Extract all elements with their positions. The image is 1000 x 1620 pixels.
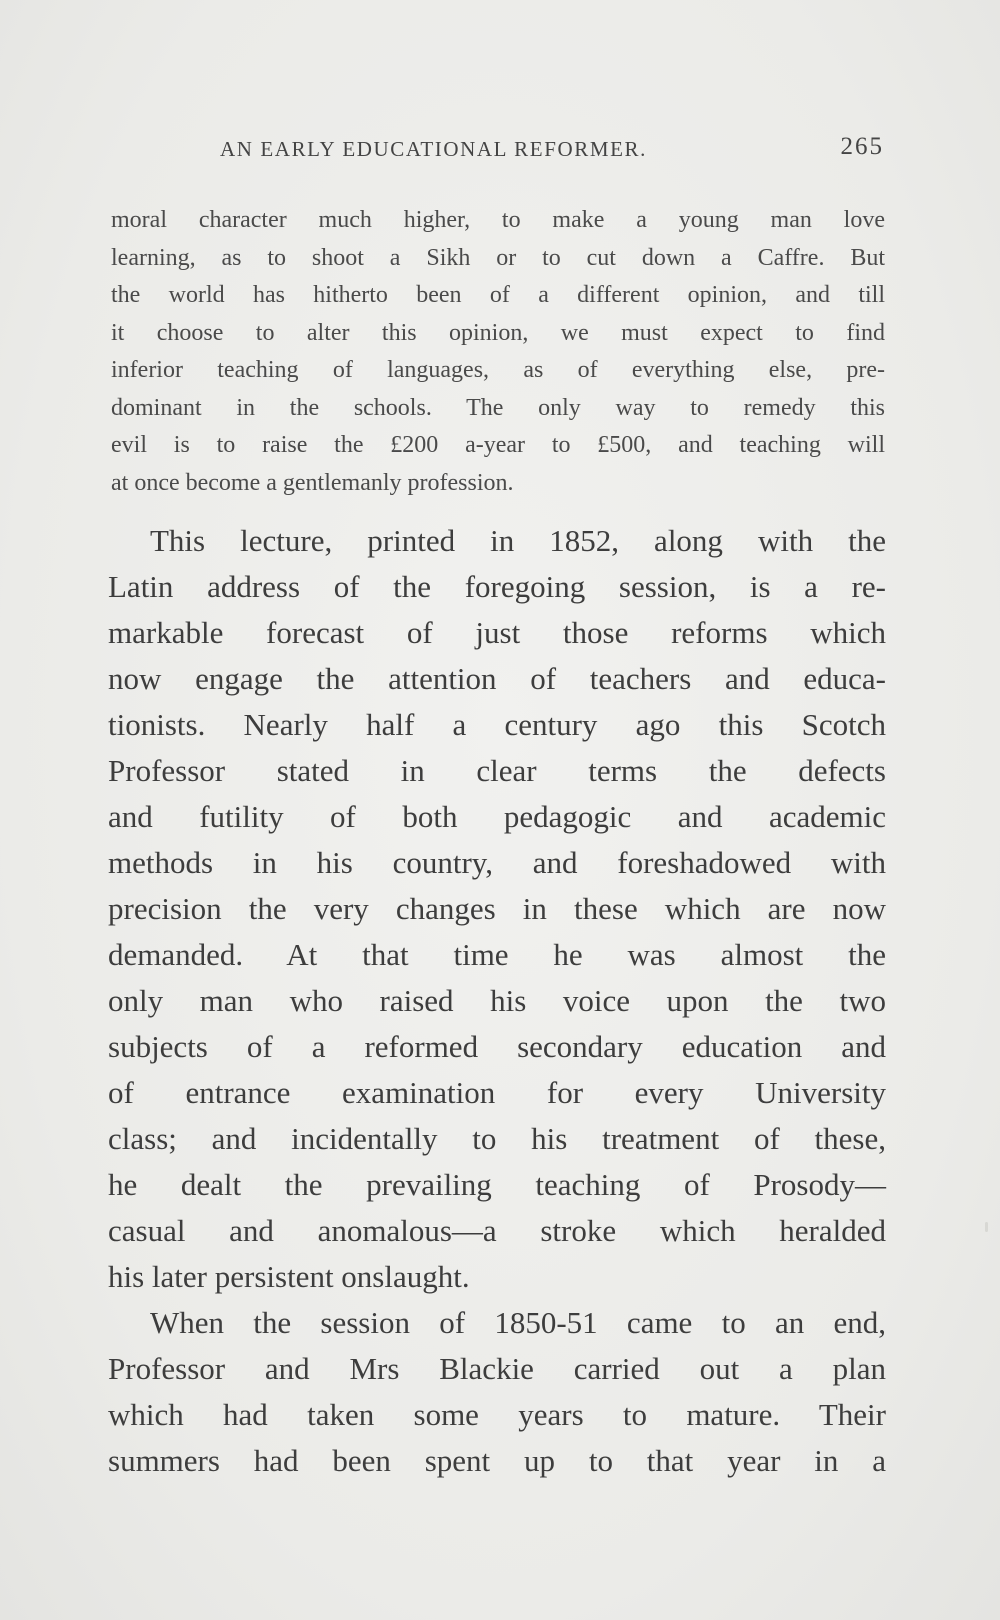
paragraph-line: and futility of both pedagogic and academic	[108, 799, 886, 834]
paragraph-line: Professor stated in clear terms the defects	[108, 753, 886, 788]
paragraph-line: tionists. Nearly half a century ago this Scotch	[108, 707, 886, 742]
paragraph-line: Latin address of the foregoing session, is a re-	[108, 569, 886, 604]
paragraph-line: summers had been spent up to that year in a	[108, 1443, 886, 1478]
quote-line: moral character much higher, to make a young man love	[111, 207, 885, 233]
paragraph-line: now engage the attention of teachers and educa-	[108, 661, 886, 696]
paragraph-line: class; and incidentally to his treatment of these,	[108, 1121, 886, 1156]
quote-line: it choose to alter this opinion, we must expect to find	[111, 319, 885, 346]
body-paragraph-1	[108, 518, 886, 1300]
quote-line: at once become a gentlemanly profession.	[111, 469, 514, 496]
quote-line: evil is to raise the £200 a-year to £500, and teaching will	[111, 432, 885, 458]
paragraph-line: methods in his country, and foreshadowed with	[108, 845, 886, 880]
page-number: 265	[840, 133, 884, 160]
quote-line: dominant in the schools. The only way to remedy this	[111, 394, 885, 421]
quote-line: learning, as to shoot a Sikh or to cut down a Caffre. But	[111, 244, 885, 271]
paragraph-line: markable forecast of just those reforms which	[108, 615, 886, 650]
body-paragraph-2	[108, 1300, 886, 1484]
paragraph-line: subjects of a reformed secondary education and	[108, 1029, 886, 1064]
paragraph-line: precision the very changes in these which are now	[108, 891, 886, 926]
paragraph-line: Professor and Mrs Blackie carried out a plan	[108, 1351, 886, 1386]
paragraph-line: which had taken some years to mature. Their	[108, 1397, 886, 1432]
paragraph-line: he dealt the prevailing teaching of Prosody—	[108, 1167, 886, 1202]
paper-speck	[985, 1222, 988, 1232]
paragraph-line: casual and anomalous—a stroke which heralded	[108, 1213, 886, 1248]
quoted-passage	[111, 202, 885, 502]
paragraph-line: only man who raised his voice upon the two	[108, 983, 886, 1018]
quote-line: the world has hitherto been of a different opinion, and till	[111, 282, 885, 308]
paragraph-line: This lecture, printed in 1852, along with the	[150, 523, 886, 558]
running-title: AN EARLY EDUCATIONAL REFORMER.	[220, 137, 648, 161]
paragraph-line: When the session of 1850-51 came to an end,	[150, 1305, 886, 1340]
quote-line: inferior teaching of languages, as of everything else, pre-	[111, 357, 885, 383]
paragraph-line: his later persistent onslaught.	[108, 1259, 470, 1294]
paragraph-line: demanded. At that time he was almost the	[108, 937, 886, 972]
running-head	[110, 133, 884, 169]
paragraph-line: of entrance examination for every University	[108, 1075, 886, 1110]
